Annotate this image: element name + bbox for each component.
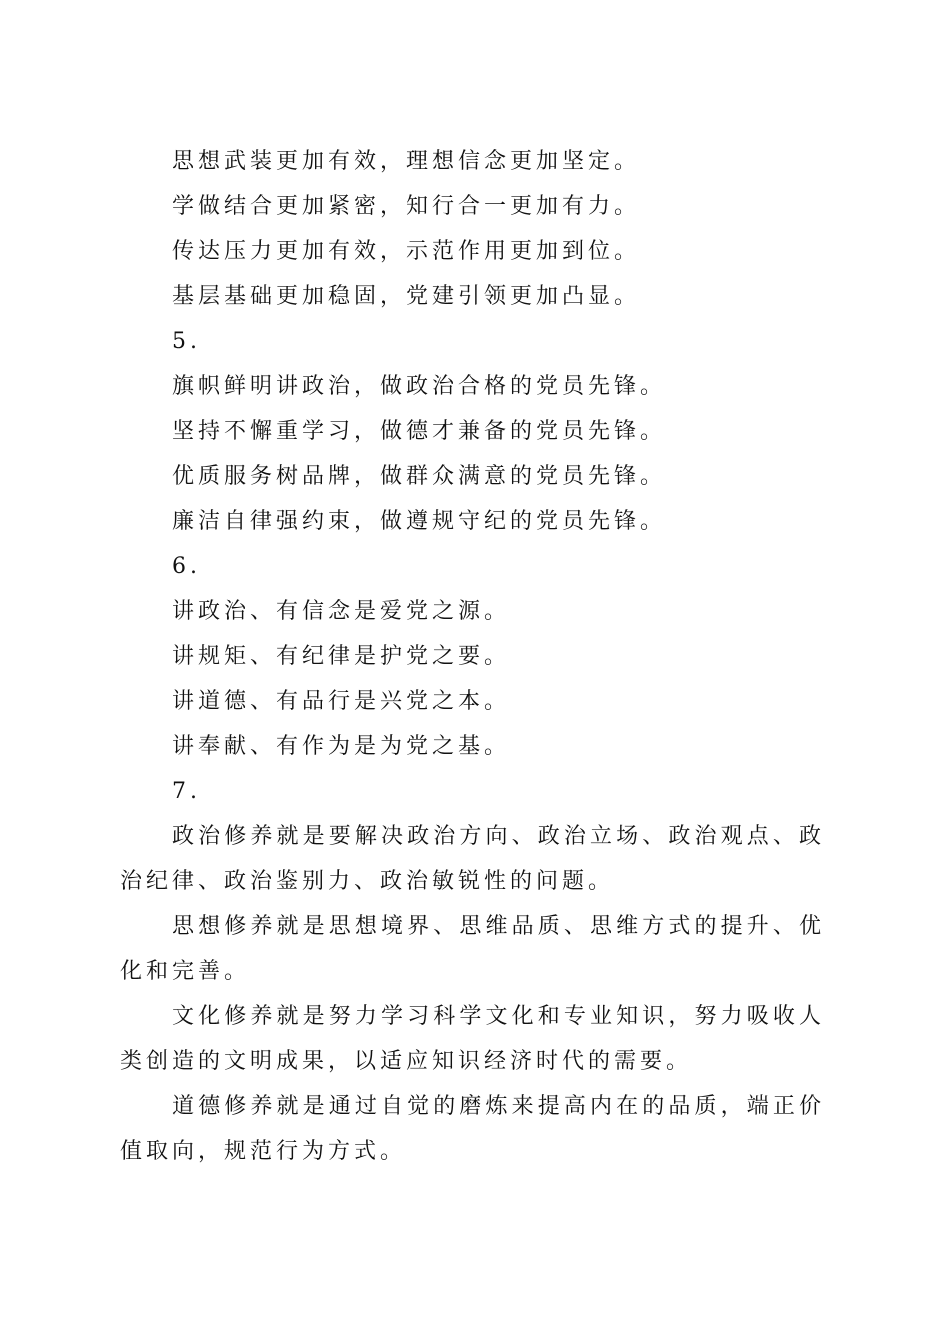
- text-line: 坚持不懈重学习，做德才兼备的党员先锋。: [172, 419, 667, 444]
- section-number: 7.: [172, 779, 201, 804]
- text-line: 讲道德、有品行是兴党之本。: [172, 689, 511, 714]
- paragraph-political: 政治修养就是要解决政治方向、政治立场、政治观点、政治纪律、政治鉴别力、政治敏锐性的问题。: [120, 824, 825, 894]
- paragraph-cultural: 文化修养就是努力学习科学文化和专业知识，努力吸收人类创造的文明成果，以适应知识经济时代的需要。: [120, 1004, 825, 1074]
- text-line: 学做结合更加紧密，知行合一更加有力。: [172, 194, 641, 219]
- section-number: 5.: [172, 329, 201, 354]
- text-line: 旗帜鲜明讲政治，做政治合格的党员先锋。: [172, 374, 667, 399]
- section-number: 6.: [172, 554, 201, 579]
- text-line: 讲奉献、有作为是为党之基。: [172, 734, 511, 759]
- paragraph-moral: 道德修养就是通过自觉的磨炼来提高内在的品质，端正价值取向，规范行为方式。: [120, 1094, 825, 1164]
- text-line: 基层基础更加稳固，党建引领更加凸显。: [172, 284, 641, 309]
- text-line: 传达压力更加有效，示范作用更加到位。: [172, 239, 641, 264]
- document-body: [120, 139, 825, 1174]
- text-line: 讲规矩、有纪律是护党之要。: [172, 644, 511, 669]
- text-line: 优质服务树品牌，做群众满意的党员先锋。: [172, 464, 667, 489]
- text-line: 廉洁自律强约束，做遵规守纪的党员先锋。: [172, 509, 667, 534]
- text-line: 讲政治、有信念是爱党之源。: [172, 599, 511, 624]
- text-line: 思想武装更加有效，理想信念更加坚定。: [172, 149, 641, 174]
- paragraph-ideological: 思想修养就是思想境界、思维品质、思维方式的提升、优化和完善。: [120, 914, 825, 984]
